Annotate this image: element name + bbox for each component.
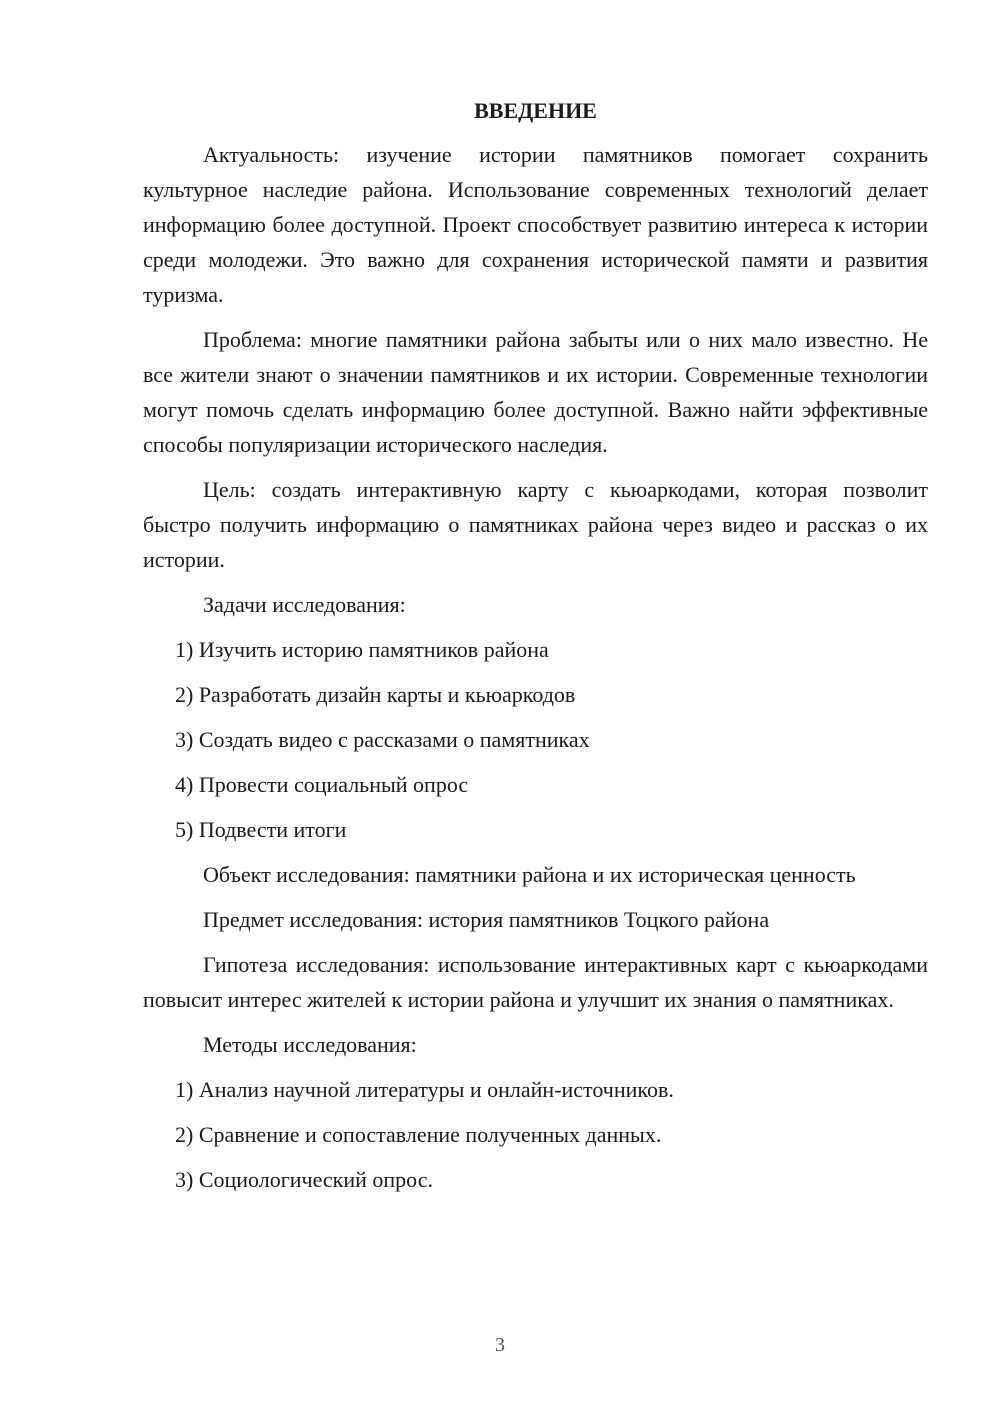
goal-paragraph: Цель: создать интерактивную карту с кьюаркодами, которая позволит быстро получить информацию о памятниках района через видео и рассказ о их истории.	[143, 477, 928, 572]
page-title: ВВЕДЕНИЕ	[474, 98, 597, 123]
list-item: 3) Создать видео с рассказами о памятниках	[175, 727, 590, 752]
object-paragraph: Объект исследования: памятники района и их историческая ценность	[203, 862, 856, 887]
list-item: 2) Разработать дизайн карты и кьюаркодов	[175, 682, 576, 707]
page-number: 3	[495, 1334, 505, 1356]
list-item: 1) Анализ научной литературы и онлайн-источников.	[175, 1077, 674, 1102]
list-item: 1) Изучить историю памятников района	[175, 637, 549, 662]
hypothesis-paragraph: Гипотеза исследования: использование интерактивных карт с кьюаркодами повысит интерес жителей к истории района и улучшит их знания о памятниках.	[143, 952, 928, 1012]
tasks-list	[143, 632, 928, 847]
relevance-paragraph: Актуальность: изучение истории памятников помогает сохранить культурное наследие района. Использование современных технологий делает информацию более доступной. Проект способствует развитию интереса к истории среди молодежи. Это важно для сохранения исторической памяти и развития туризма.	[143, 142, 928, 307]
list-item: 5) Подвести итоги	[175, 817, 347, 842]
subject-paragraph: Предмет исследования: история памятников Тоцкого района	[203, 907, 770, 932]
list-item: 2) Сравнение и сопоставление полученных данных.	[175, 1122, 662, 1147]
problem-paragraph: Проблема: многие памятники района забыты или о них мало известно. Не все жители знают о значении памятников и их истории. Современные технологии могут помочь сделать информацию более доступной. Важно найти эффективные способы популяризации исторического наследия.	[143, 327, 928, 457]
methods-heading: Методы исследования:	[203, 1032, 417, 1057]
list-item: 4) Провести социальный опрос	[175, 772, 469, 797]
methods-list	[143, 1072, 928, 1197]
list-item: 3) Социологический опрос.	[175, 1167, 433, 1192]
tasks-heading: Задачи исследования:	[203, 592, 406, 617]
document-page	[143, 95, 928, 1207]
